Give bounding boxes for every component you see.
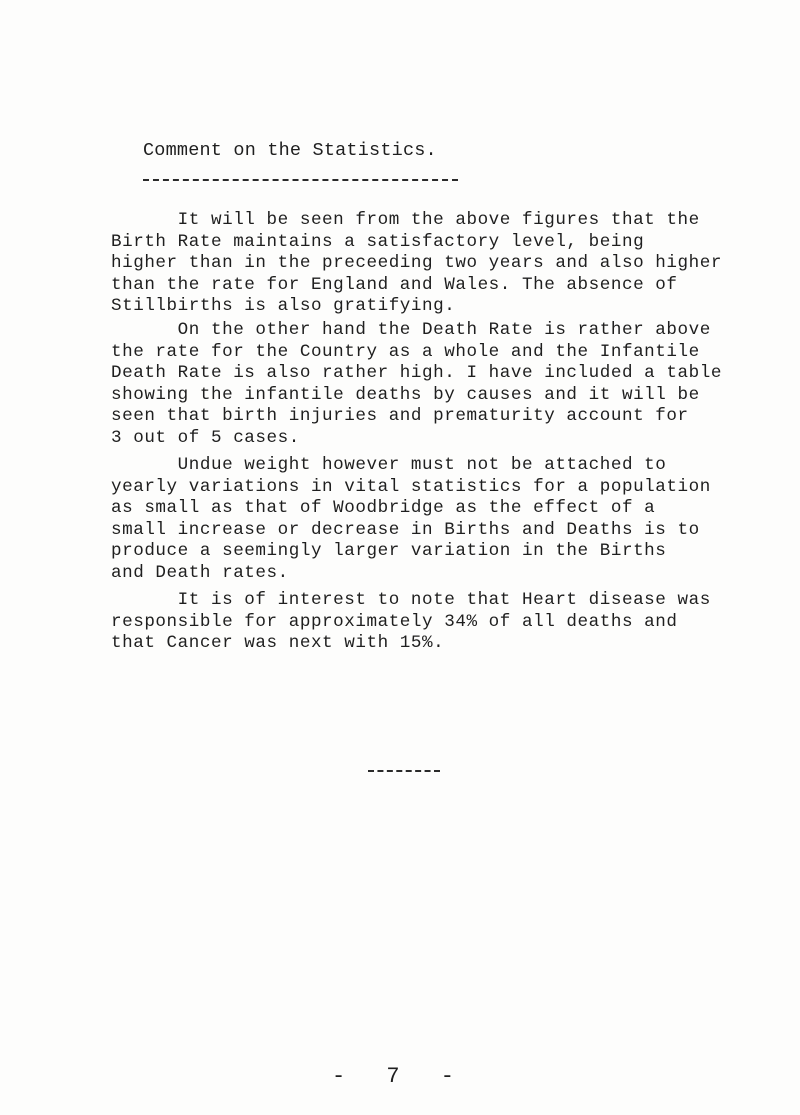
heading-underline	[143, 179, 458, 181]
paragraph-birth-rate: It will be seen from the above figures that the Birth Rate maintains a satisfactory level, being higher than in the preceeding two years and also higher than the rate for England and Wales. The absence of Stillbirths is also gratifying.	[111, 210, 722, 316]
paragraph-yearly-variations: Undue weight however must not be attached to yearly variations in vital statistics for a population as small as that of Woodbridge as the effect of a small increase or decrease in Births and Deaths is to produce a seemingly larger variation in the Births and Death rates.	[111, 455, 711, 583]
page-number: - 7 -	[331, 1064, 468, 1089]
page-heading: Comment on the Statistics.	[143, 140, 437, 161]
paragraph-death-rate: On the other hand the Death Rate is rather above the rate for the Country as a whole and the Infantile Death Rate is also rather high. I have included a table showing the infantile deaths by causes and it will be seen that birth injuries and prematurity account for 3 out of 5 cases.	[111, 320, 722, 448]
paragraph-causes-of-death: It is of interest to note that Heart disease was responsible for approximately 34% of all deaths and that Cancer was next with 15%.	[111, 590, 711, 653]
section-end-divider	[368, 770, 440, 772]
